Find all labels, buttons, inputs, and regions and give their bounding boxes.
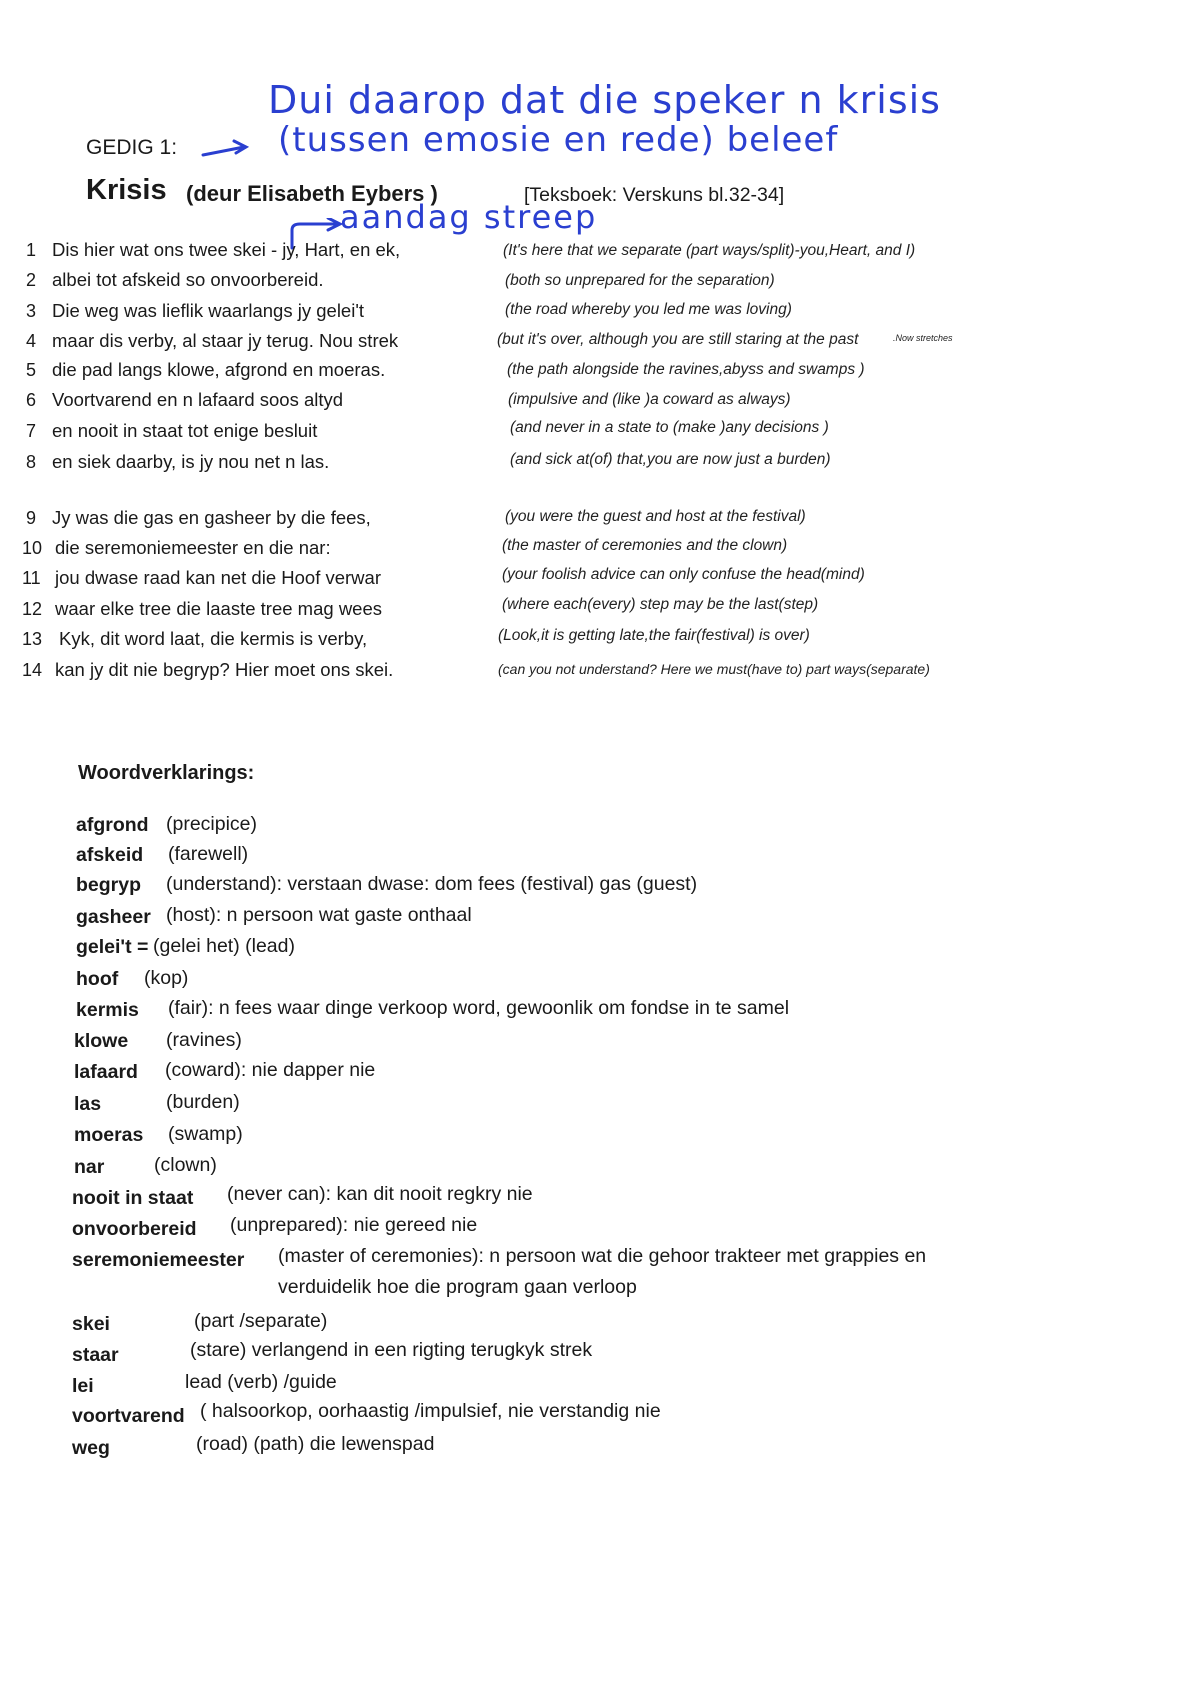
vocab-definition: (gelei het) (lead) <box>153 935 295 957</box>
vocab-definition-continued: verduidelik hoe die program gaan verloop <box>278 1276 637 1298</box>
line-number: 12 <box>22 599 43 619</box>
line-number: 6 <box>26 390 37 410</box>
line-number: 10 <box>22 538 43 558</box>
vocab-term: skei <box>72 1313 110 1335</box>
handwritten-arrow-icon <box>200 138 250 160</box>
vocab-term: las <box>74 1093 102 1115</box>
vocab-definition: (swamp) <box>168 1123 243 1145</box>
translation-line: (impulsive and (like )a coward as always) <box>508 391 791 408</box>
translation-line: (you were the guest and host at the festival) <box>505 508 806 525</box>
vocab-definition: (farewell) <box>168 843 249 865</box>
poem-line: Kyk, dit word laat, die kermis is verby, <box>59 628 368 649</box>
handwritten-note-line3: aandag streep <box>340 198 598 236</box>
line-number: 3 <box>26 301 37 321</box>
vocab-term: onvoorbereid <box>72 1218 197 1240</box>
vocab-term: afgrond <box>76 814 149 836</box>
poem-line: kan jy dit nie begryp? Hier moet ons skei. <box>55 659 394 680</box>
vocab-definition: (host): n persoon wat gaste onthaal <box>166 904 472 926</box>
vocabulary-heading: Woordverklarings: <box>78 762 255 784</box>
vocab-term: lafaard <box>74 1061 138 1083</box>
poem-line: albei tot afskeid so onvoorbereid. <box>52 269 324 290</box>
vocab-term: moeras <box>74 1124 144 1146</box>
vocab-definition: (part /separate) <box>194 1310 328 1332</box>
translation-line: (It's here that we separate (part ways/split)-you,Heart, and I) <box>503 242 916 259</box>
vocab-definition: (road) (path) die lewenspad <box>196 1433 435 1455</box>
poem-line: Dis hier wat ons twee skei - jy, Hart, en ek, <box>52 239 401 260</box>
translation-line: (the path alongside the ravines,abyss and swamps ) <box>507 361 865 378</box>
vocab-definition: lead (verb) /guide <box>185 1371 337 1393</box>
poem-line: jou dwase raad kan net die Hoof verwar <box>55 567 381 588</box>
vocab-definition: (stare) verlangend in een rigting terugkyk strek <box>190 1339 593 1361</box>
poem-line: Jy was die gas en gasheer by die fees, <box>52 507 371 528</box>
vocab-term: klowe <box>74 1030 129 1052</box>
vocab-term: seremoniemeester <box>72 1249 245 1271</box>
translation-line: (can you not understand? Here we must(have to) part ways(separate) <box>498 661 930 677</box>
line-number: 13 <box>22 629 43 649</box>
vocab-definition: (understand): verstaan dwase: dom fees (festival) gas (guest) <box>166 873 698 895</box>
handwritten-note-line1: Dui daarop dat die speker n krisis <box>268 78 941 122</box>
translation-line: (but it's over, although you are still staring at the past <box>497 331 859 348</box>
translation-line: (both so unprepared for the separation) <box>505 272 775 289</box>
poem-line: maar dis verby, al staar jy terug. Nou strek <box>52 330 399 351</box>
handwritten-note-line2: (tussen emosie en rede) beleef <box>278 120 839 160</box>
vocab-term: lei <box>72 1375 94 1397</box>
line-number: 8 <box>26 452 37 472</box>
poem-label: GEDIG 1: <box>86 136 178 159</box>
translation-line: (the master of ceremonies and the clown) <box>502 537 788 554</box>
line-number: 7 <box>26 421 37 441</box>
poem-title: Krisis <box>86 174 167 206</box>
line-number: 1 <box>26 240 37 260</box>
vocab-term: afskeid <box>76 844 144 866</box>
poem-line: die seremoniemeester en die nar: <box>55 537 331 558</box>
vocab-definition: (coward): nie dapper nie <box>165 1059 376 1081</box>
translation-line: (and never in a state to (make )any decisions ) <box>510 419 829 436</box>
vocab-definition: (never can): kan dit nooit regkry nie <box>227 1183 533 1205</box>
translation-line: (Look,it is getting late,the fair(festival) is over) <box>498 627 810 644</box>
textbook-reference: [Teksboek: Verskuns bl.32-34] <box>524 184 785 206</box>
vocab-definition: (unprepared): nie gereed nie <box>230 1214 478 1236</box>
poem-line: die pad langs klowe, afgrond en moeras. <box>52 359 386 380</box>
translation-line: (your foolish advice can only confuse the head(mind) <box>502 566 865 583</box>
line-number: 11 <box>22 568 41 588</box>
vocab-definition: (clown) <box>154 1154 217 1176</box>
vocab-term: begryp <box>76 874 142 896</box>
vocab-term: gasheer <box>76 906 151 928</box>
translation-line: (and sick at(of) that,you are now just a burden) <box>510 451 831 468</box>
vocab-term: kermis <box>76 999 139 1021</box>
vocab-term: nar <box>74 1156 105 1178</box>
translation-line-extra: .Now stretches <box>893 333 953 343</box>
vocab-definition: (burden) <box>166 1091 240 1113</box>
vocab-term: gelei't = <box>76 936 149 958</box>
poem-line: Die weg was lieflik waarlangs jy gelei't <box>52 300 364 321</box>
line-number: 5 <box>26 360 37 380</box>
vocab-definition: ( halsoorkop, oorhaastig /impulsief, nie verstandig nie <box>200 1400 661 1422</box>
vocab-definition: (precipice) <box>166 813 258 835</box>
poem-line: en siek daarby, is jy nou net n las. <box>52 451 330 472</box>
translation-line: (the road whereby you led me was loving) <box>505 301 792 318</box>
vocab-definition: (master of ceremonies): n persoon wat die gehoor trakteer met grappies en <box>278 1245 927 1267</box>
line-number: 4 <box>26 331 37 351</box>
vocab-definition: (ravines) <box>166 1029 242 1051</box>
poem-line: waar elke tree die laaste tree mag wees <box>55 598 383 619</box>
poem-author: (deur Elisabeth Eybers ) <box>186 181 438 206</box>
vocab-term: voortvarend <box>72 1405 185 1427</box>
vocab-definition: (fair): n fees waar dinge verkoop word, gewoonlik om fondse in te samel <box>168 997 790 1019</box>
vocab-term: staar <box>72 1344 119 1366</box>
vocab-definition: (kop) <box>144 967 189 989</box>
vocab-term: weg <box>72 1437 110 1459</box>
poem-line: en nooit in staat tot enige besluit <box>52 420 318 441</box>
line-number: 9 <box>26 508 37 528</box>
vocab-term: hoof <box>76 968 119 990</box>
translation-line: (where each(every) step may be the last(step) <box>502 596 819 613</box>
line-number: 14 <box>22 660 43 680</box>
poem-line: Voortvarend en n lafaard soos altyd <box>52 389 344 410</box>
vocab-term: nooit in staat <box>72 1187 194 1209</box>
line-number: 2 <box>26 270 37 290</box>
